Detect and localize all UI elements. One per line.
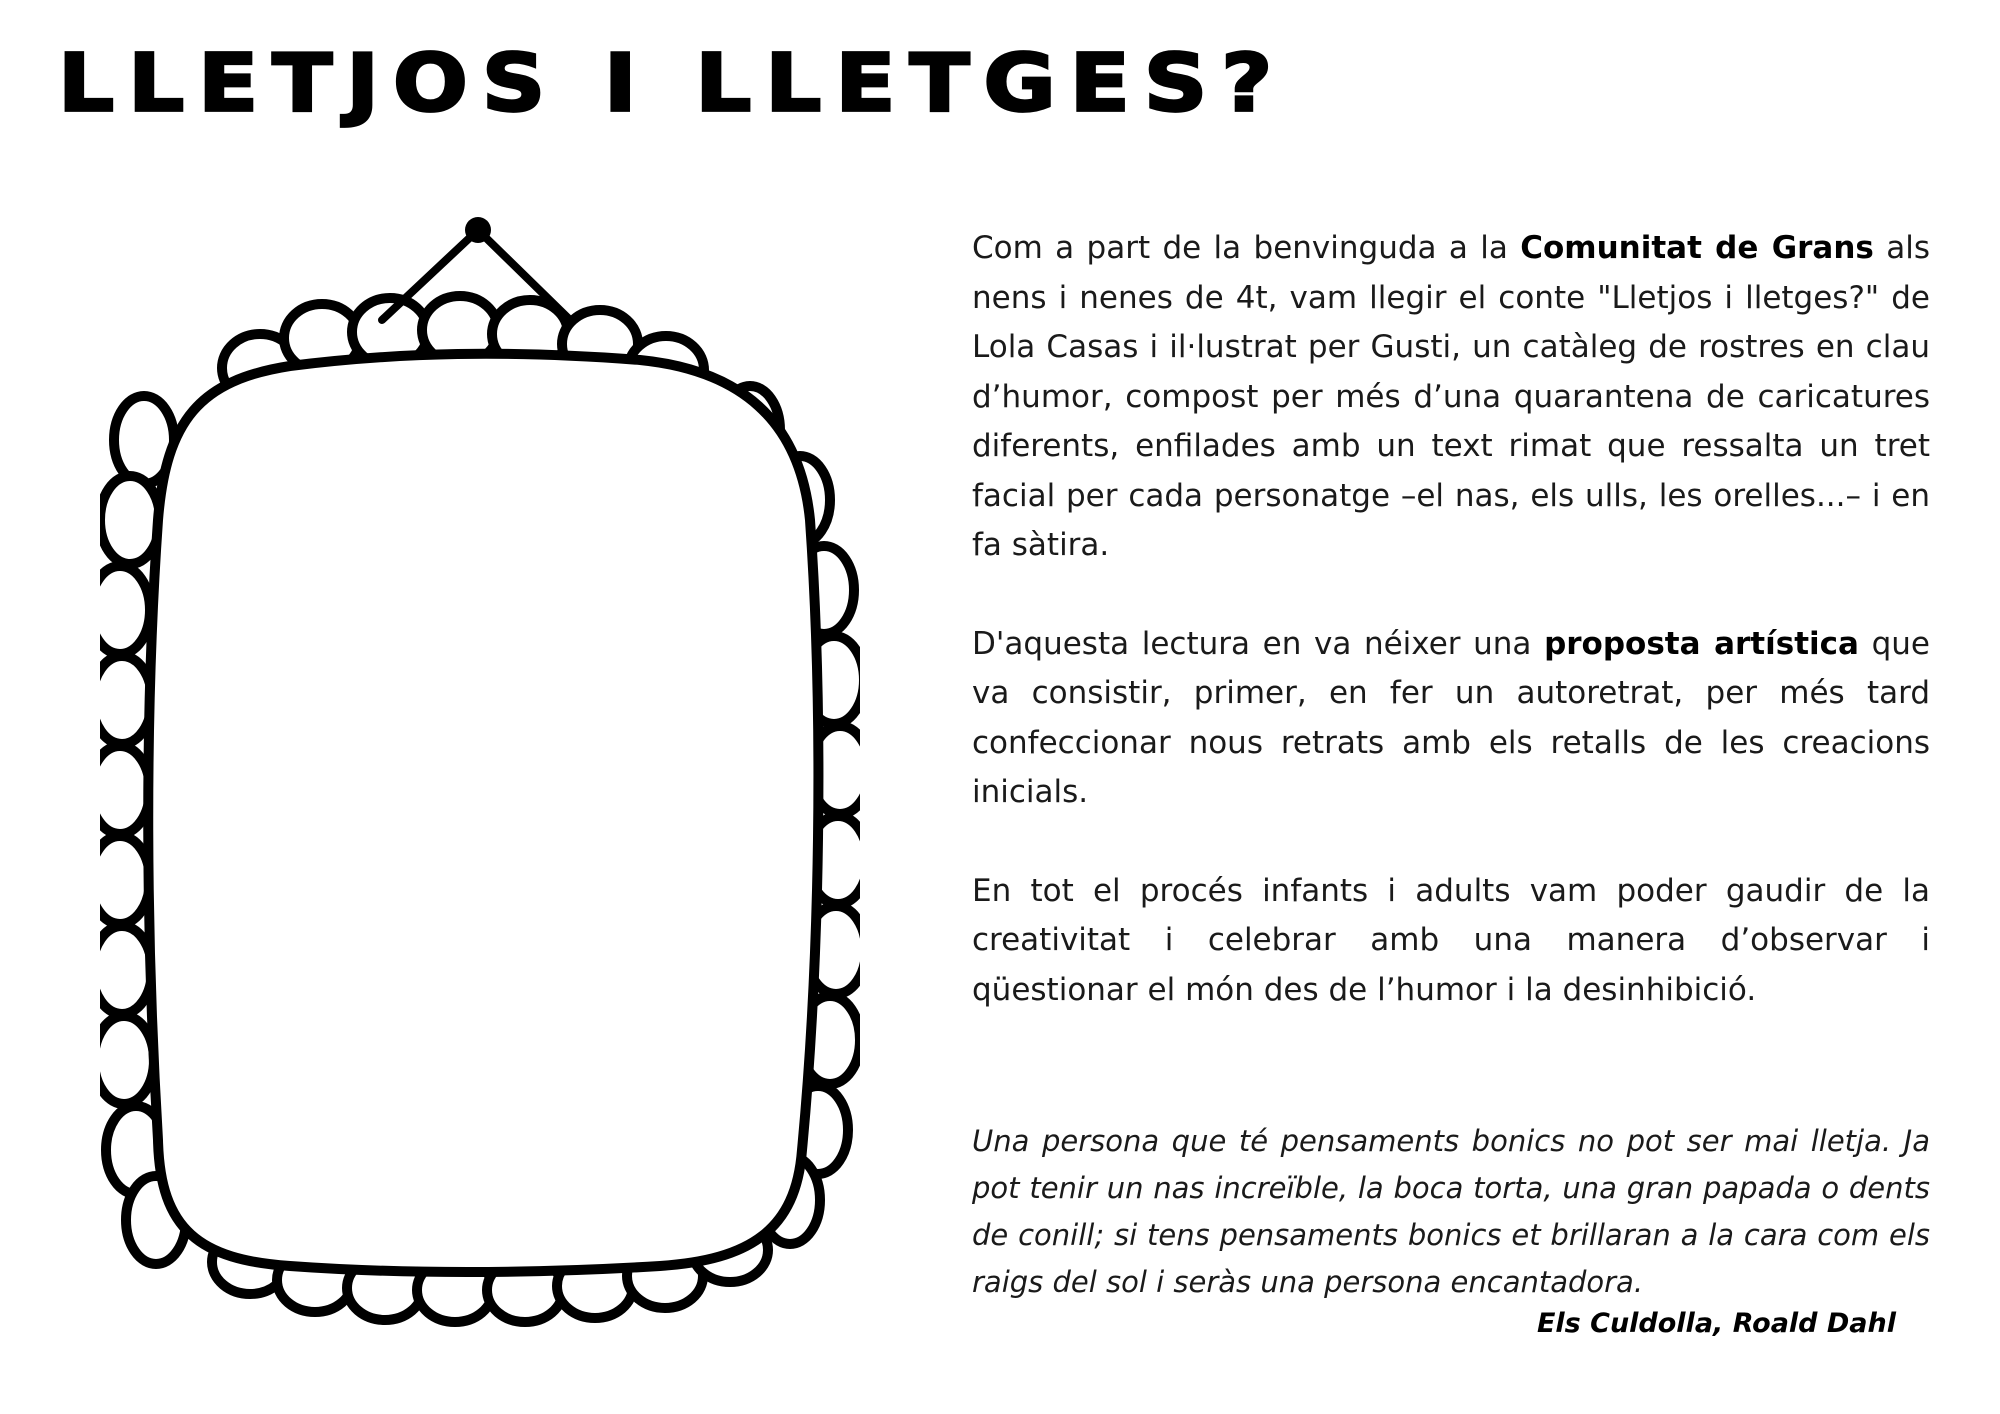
article-text [972,224,1930,1064]
page-title: LLETJOS I LLETGES? [58,36,1287,130]
quote-author: Els Culdolla, Roald Dahl [1536,1308,1896,1339]
scallop-bump [100,1016,154,1104]
scallop-bump [100,926,152,1014]
paragraph-intro-bold: Comunitat de Grans [1520,230,1874,266]
paragraph-proposal-end: que va consistir, primer, en fer un autoretrat, per més tard confeccionar nous retrats amb els retalls de les creacions inicials. [972,625,1930,810]
mirror-nail [465,217,491,243]
paragraph-proposal-bold: proposta artística [1544,625,1859,662]
paragraph-intro [972,224,1930,571]
paragraph-proposal-start: D'aquesta lectura en va néixer una [972,625,1545,662]
paragraph-intro-start: Com a part de la benvinguda a la [972,230,1521,266]
mirror-inner-frame [148,354,818,1272]
quote-text: Una persona que té pensaments bonics no pot ser mai lletja. Ja pot tenir un nas increïble, la boca torta, una gran papada o dents de conill; si tens pensaments bonics et brillaran a la cara com els raigs del sol i seràs una persona encantadora. [972,1124,1930,1299]
scallop-bump [100,746,150,834]
scallop-bump [100,566,150,654]
paragraph-intro-end: als nens i nenes de 4t, vam llegir el conte "Lletjos i lletges?" de Lola Casas i il·lustrat per Gusti, un catàleg de rostres en clau d’humor, compost per més d’una quarantena de caricatures diferents, enfilades amb un text rimat que ressalta un tret facial per cada personatge –el nas, els ulls, les orelles...– i en fa sàtira. [972,230,1930,563]
scallop-bump [100,836,150,924]
paragraph-conclusion: En tot el procés infants i adults vam poder gaudir de la creativitat i celebrar amb una manera d’observar i qüestionar el món des de l’humor i la desinhibició. [972,872,1930,1008]
mirror-frame-icon [100,200,860,1340]
paragraph-proposal [972,620,1930,818]
